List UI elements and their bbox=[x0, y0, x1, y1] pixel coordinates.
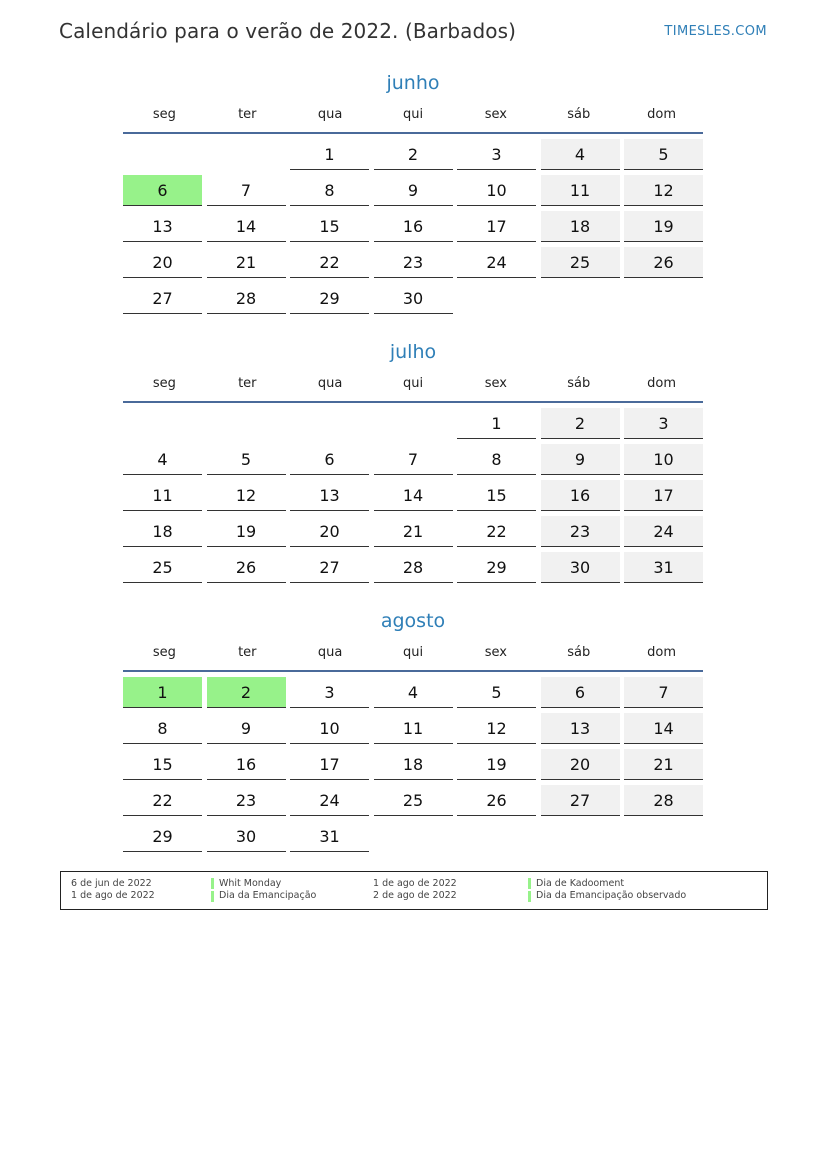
day-cell: 3 bbox=[624, 408, 703, 439]
day-cell: 2 bbox=[374, 139, 453, 170]
day-cell: 22 bbox=[290, 247, 369, 278]
day-cell: 12 bbox=[624, 175, 703, 206]
day-cell: 6 bbox=[290, 444, 369, 475]
holiday-marker-icon bbox=[528, 891, 531, 902]
day-cell: 16 bbox=[207, 749, 286, 780]
weekday-label: qui bbox=[402, 107, 424, 122]
day-cell: 27 bbox=[541, 785, 620, 816]
brand-link[interactable]: TIMESLES.COM bbox=[664, 24, 767, 39]
day-cell: 11 bbox=[374, 713, 453, 744]
header-divider bbox=[123, 670, 703, 672]
day-cell: 14 bbox=[374, 480, 453, 511]
weekday-label: sex bbox=[484, 645, 507, 660]
day-cell: 15 bbox=[290, 211, 369, 242]
day-cell: 29 bbox=[457, 552, 536, 583]
day-cell: 4 bbox=[541, 139, 620, 170]
legend-name: Dia de Kadooment bbox=[536, 878, 625, 889]
weekday-label: dom bbox=[647, 107, 677, 122]
day-cell: 23 bbox=[207, 785, 286, 816]
day-cell: 11 bbox=[541, 175, 620, 206]
day-grid bbox=[123, 139, 703, 314]
holiday-marker-icon bbox=[211, 878, 214, 889]
day-cell: 28 bbox=[207, 283, 286, 314]
weekday-label: seg bbox=[152, 376, 176, 391]
month-name: junho bbox=[386, 72, 440, 94]
weekday-label: seg bbox=[152, 107, 176, 122]
legend-date: 1 de ago de 2022 bbox=[71, 890, 155, 901]
legend-name: Dia da Emancipação observado bbox=[536, 890, 687, 901]
legend-name: Dia da Emancipação bbox=[219, 890, 317, 901]
weekday-label: qui bbox=[402, 376, 424, 391]
day-cell: 19 bbox=[624, 211, 703, 242]
weekday-label: ter bbox=[238, 376, 257, 391]
day-grid bbox=[123, 677, 703, 852]
holiday-day-cell: 6 bbox=[123, 175, 202, 206]
weekday-header bbox=[123, 644, 703, 664]
day-cell: 4 bbox=[123, 444, 202, 475]
day-cell: 28 bbox=[624, 785, 703, 816]
weekday-label: qui bbox=[402, 645, 424, 660]
day-cell: 21 bbox=[374, 516, 453, 547]
weekday-label: sex bbox=[484, 107, 507, 122]
day-cell: 8 bbox=[457, 444, 536, 475]
day-cell: 7 bbox=[374, 444, 453, 475]
day-cell: 12 bbox=[457, 713, 536, 744]
day-cell: 5 bbox=[624, 139, 703, 170]
day-cell: 24 bbox=[290, 785, 369, 816]
header-divider bbox=[123, 132, 703, 134]
month-block bbox=[123, 608, 703, 852]
day-cell: 20 bbox=[123, 247, 202, 278]
month-name: agosto bbox=[380, 610, 446, 632]
day-cell: 20 bbox=[290, 516, 369, 547]
day-cell: 14 bbox=[207, 211, 286, 242]
month-name: julho bbox=[389, 341, 437, 363]
day-cell: 27 bbox=[123, 283, 202, 314]
holiday-day-cell: 2 bbox=[207, 677, 286, 708]
day-cell: 22 bbox=[457, 516, 536, 547]
month-block bbox=[123, 70, 703, 314]
day-cell: 30 bbox=[207, 821, 286, 852]
empty-cell bbox=[374, 408, 453, 439]
day-cell: 22 bbox=[123, 785, 202, 816]
day-cell: 25 bbox=[374, 785, 453, 816]
day-cell: 18 bbox=[123, 516, 202, 547]
day-cell: 6 bbox=[541, 677, 620, 708]
day-cell: 17 bbox=[290, 749, 369, 780]
day-cell: 31 bbox=[290, 821, 369, 852]
weekday-label: seg bbox=[152, 645, 176, 660]
day-cell: 9 bbox=[541, 444, 620, 475]
day-cell: 19 bbox=[457, 749, 536, 780]
day-cell: 2 bbox=[541, 408, 620, 439]
day-cell: 1 bbox=[290, 139, 369, 170]
day-cell: 13 bbox=[541, 713, 620, 744]
day-cell: 16 bbox=[374, 211, 453, 242]
legend-date: 1 de ago de 2022 bbox=[373, 878, 457, 889]
weekday-label: qua bbox=[317, 645, 343, 660]
day-cell: 9 bbox=[374, 175, 453, 206]
day-cell: 31 bbox=[624, 552, 703, 583]
day-cell: 5 bbox=[457, 677, 536, 708]
header-divider bbox=[123, 401, 703, 403]
day-cell: 10 bbox=[457, 175, 536, 206]
legend-name: Whit Monday bbox=[219, 878, 282, 889]
day-cell: 21 bbox=[207, 247, 286, 278]
day-cell: 9 bbox=[207, 713, 286, 744]
day-cell: 3 bbox=[457, 139, 536, 170]
day-cell: 16 bbox=[541, 480, 620, 511]
day-cell: 24 bbox=[624, 516, 703, 547]
day-cell: 17 bbox=[457, 211, 536, 242]
day-cell: 24 bbox=[457, 247, 536, 278]
day-cell: 23 bbox=[374, 247, 453, 278]
legend-date: 2 de ago de 2022 bbox=[373, 890, 457, 901]
day-cell: 17 bbox=[624, 480, 703, 511]
day-cell: 20 bbox=[541, 749, 620, 780]
day-cell: 28 bbox=[374, 552, 453, 583]
day-cell: 15 bbox=[123, 749, 202, 780]
day-cell: 29 bbox=[290, 283, 369, 314]
weekday-label: ter bbox=[238, 645, 257, 660]
empty-cell bbox=[207, 408, 286, 439]
day-cell: 26 bbox=[457, 785, 536, 816]
weekday-label: qua bbox=[317, 376, 343, 391]
day-cell: 8 bbox=[123, 713, 202, 744]
day-cell: 18 bbox=[374, 749, 453, 780]
empty-cell bbox=[123, 408, 202, 439]
holiday-marker-icon bbox=[528, 878, 531, 889]
day-cell: 26 bbox=[624, 247, 703, 278]
day-cell: 7 bbox=[624, 677, 703, 708]
day-cell: 5 bbox=[207, 444, 286, 475]
day-cell: 11 bbox=[123, 480, 202, 511]
day-cell: 21 bbox=[624, 749, 703, 780]
weekday-label: sáb bbox=[567, 376, 591, 391]
day-cell: 13 bbox=[123, 211, 202, 242]
day-cell: 12 bbox=[207, 480, 286, 511]
month-block bbox=[123, 339, 703, 583]
empty-cell bbox=[290, 408, 369, 439]
day-cell: 1 bbox=[457, 408, 536, 439]
holiday-marker-icon bbox=[211, 891, 214, 902]
page-title: Calendário para o verão de 2022. (Barbados) bbox=[59, 19, 517, 43]
day-cell: 26 bbox=[207, 552, 286, 583]
weekday-label: sáb bbox=[567, 107, 591, 122]
weekday-label: dom bbox=[647, 376, 677, 391]
weekday-label: ter bbox=[238, 107, 257, 122]
day-cell: 10 bbox=[624, 444, 703, 475]
empty-cell bbox=[123, 139, 202, 170]
weekday-label: sáb bbox=[567, 645, 591, 660]
legend-date: 6 de jun de 2022 bbox=[71, 878, 152, 889]
weekday-label: sex bbox=[484, 376, 507, 391]
empty-cell bbox=[207, 139, 286, 170]
day-cell: 7 bbox=[207, 175, 286, 206]
day-cell: 30 bbox=[541, 552, 620, 583]
day-cell: 29 bbox=[123, 821, 202, 852]
holiday-day-cell: 1 bbox=[123, 677, 202, 708]
day-cell: 23 bbox=[541, 516, 620, 547]
weekday-header bbox=[123, 375, 703, 395]
weekday-label: qua bbox=[317, 107, 343, 122]
day-cell: 4 bbox=[374, 677, 453, 708]
day-grid bbox=[123, 408, 703, 583]
holiday-legend bbox=[60, 871, 768, 910]
day-cell: 19 bbox=[207, 516, 286, 547]
day-cell: 13 bbox=[290, 480, 369, 511]
day-cell: 18 bbox=[541, 211, 620, 242]
day-cell: 25 bbox=[541, 247, 620, 278]
weekday-header bbox=[123, 106, 703, 126]
day-cell: 25 bbox=[123, 552, 202, 583]
weekday-label: dom bbox=[647, 645, 677, 660]
day-cell: 27 bbox=[290, 552, 369, 583]
day-cell: 3 bbox=[290, 677, 369, 708]
day-cell: 30 bbox=[374, 283, 453, 314]
day-cell: 10 bbox=[290, 713, 369, 744]
day-cell: 8 bbox=[290, 175, 369, 206]
day-cell: 15 bbox=[457, 480, 536, 511]
day-cell: 14 bbox=[624, 713, 703, 744]
